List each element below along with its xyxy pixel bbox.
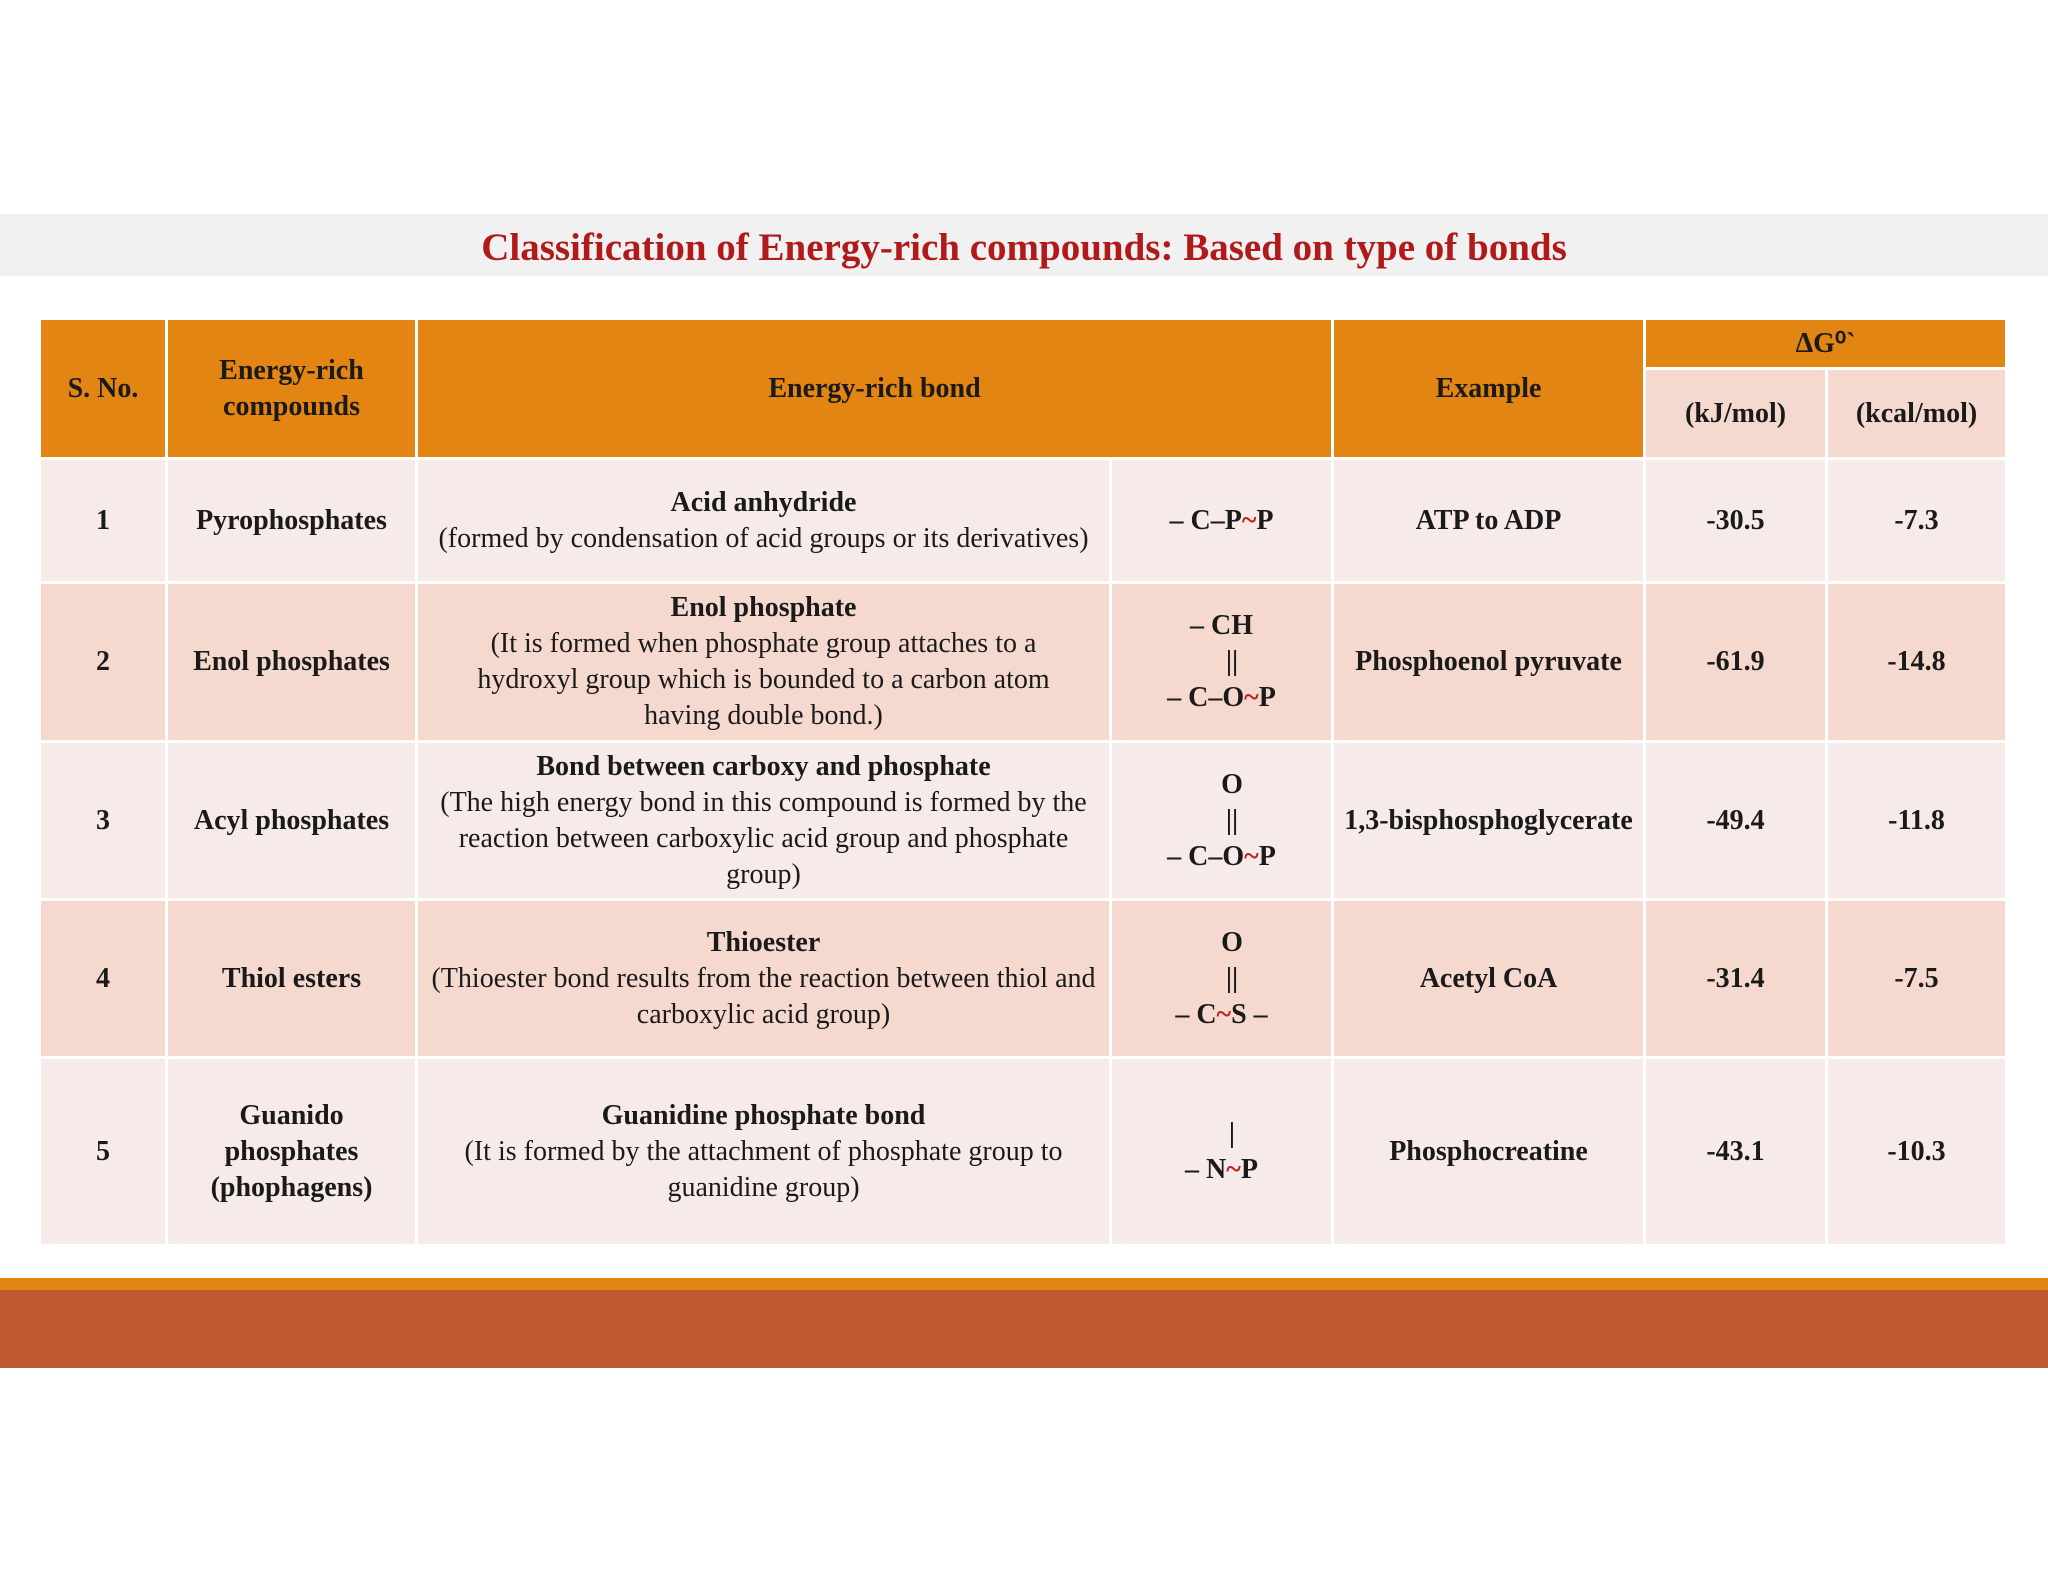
cell-bond bbox=[417, 900, 1111, 1058]
bond-description: (The high energy bond in this compound is formed by the reaction between carboxylic acid group and phosphate group) bbox=[440, 786, 1087, 890]
formula-double-bond-line: || bbox=[1204, 804, 1239, 836]
formula-main-line: – N~P bbox=[1185, 1153, 1258, 1185]
table-row bbox=[40, 1058, 2007, 1246]
formula-main-line: – C~S – bbox=[1175, 998, 1268, 1030]
cell-compound: Enol phosphates bbox=[167, 583, 417, 742]
cell-compound: Thiol esters bbox=[167, 900, 417, 1058]
formula-top-line: O bbox=[1200, 768, 1243, 800]
cell-example: Acetyl CoA bbox=[1333, 900, 1645, 1058]
header-delta-g: ΔG⁰` bbox=[1645, 319, 2007, 369]
bond-title: Thioester bbox=[706, 926, 821, 958]
formula-double-bond-line: || bbox=[1204, 646, 1239, 677]
cell-kj: -31.4 bbox=[1645, 900, 1827, 1058]
bond-title: Guanidine phosphate bond bbox=[601, 1099, 926, 1131]
cell-example: 1,3-bisphosphoglycerate bbox=[1333, 742, 1645, 900]
cell-compound: Guanido phosphates (phophagens) bbox=[167, 1058, 417, 1246]
table-row bbox=[40, 900, 2007, 1058]
header-example: Example bbox=[1333, 319, 1645, 459]
bond-title: Enol phosphate bbox=[670, 592, 857, 623]
cell-bond bbox=[417, 1058, 1111, 1246]
bond-title: Bond between carboxy and phosphate bbox=[536, 750, 991, 782]
cell-bond bbox=[417, 583, 1111, 742]
bond-description: (It is formed when phosphate group attaches to a hydroxyl group which is bounded to a carbon atom having double bond.) bbox=[477, 628, 1050, 731]
cell-sno: 5 bbox=[40, 1058, 167, 1246]
cell-example: Phosphoenol pyruvate bbox=[1333, 583, 1645, 742]
cell-kcal: -7.3 bbox=[1827, 459, 2007, 583]
high-energy-bond-tilde: ~ bbox=[1241, 504, 1257, 536]
cell-kcal: -14.8 bbox=[1827, 583, 2007, 742]
bond-description: (It is formed by the attachment of phosphate group to guanidine group) bbox=[464, 1135, 1063, 1203]
cell-sno: 4 bbox=[40, 900, 167, 1058]
bond-description: (formed by condensation of acid groups or its derivatives) bbox=[438, 522, 1089, 554]
cell-formula bbox=[1111, 1058, 1333, 1246]
header-kj: (kJ/mol) bbox=[1645, 369, 1827, 459]
cell-kj: -43.1 bbox=[1645, 1058, 1827, 1246]
high-energy-bond-tilde: ~ bbox=[1244, 682, 1259, 713]
high-energy-bond-tilde: ~ bbox=[1216, 998, 1232, 1030]
high-energy-bond-tilde: ~ bbox=[1244, 840, 1259, 872]
footer-bar bbox=[0, 1290, 2048, 1368]
cell-kj: -30.5 bbox=[1645, 459, 1827, 583]
header-sno: S. No. bbox=[40, 319, 167, 459]
formula-main-line: – C–P~P bbox=[1169, 504, 1274, 536]
cell-formula bbox=[1111, 900, 1333, 1058]
formula-main-line: – C–O~P bbox=[1167, 682, 1276, 713]
cell-example: ATP to ADP bbox=[1333, 459, 1645, 583]
table-row bbox=[40, 459, 2007, 583]
cell-formula bbox=[1111, 742, 1333, 900]
formula-main-line: – C–O~P bbox=[1167, 840, 1276, 872]
formula-single-bond-line: | bbox=[1207, 1117, 1236, 1149]
table-row bbox=[40, 742, 2007, 900]
header-bond: Energy-rich bond bbox=[417, 319, 1333, 459]
page-title: Classification of Energy-rich compounds: Based on type of bonds bbox=[481, 226, 1567, 269]
cell-sno: 3 bbox=[40, 742, 167, 900]
cell-kj: -49.4 bbox=[1645, 742, 1827, 900]
cell-kcal: -11.8 bbox=[1827, 742, 2007, 900]
cell-kj: -61.9 bbox=[1645, 583, 1827, 742]
cell-compound: Pyrophosphates bbox=[167, 459, 417, 583]
bond-title: Acid anhydride bbox=[670, 486, 857, 518]
cell-sno: 2 bbox=[40, 583, 167, 742]
cell-formula bbox=[1111, 583, 1333, 742]
cell-kcal: -10.3 bbox=[1827, 1058, 2007, 1246]
formula-double-bond-line: || bbox=[1204, 962, 1239, 994]
cell-bond bbox=[417, 459, 1111, 583]
header-kcal: (kcal/mol) bbox=[1827, 369, 2007, 459]
energy-rich-compounds-table bbox=[38, 317, 2008, 1247]
formula-top-line: – CH bbox=[1190, 610, 1253, 641]
formula-top-line: O bbox=[1200, 926, 1243, 958]
cell-bond bbox=[417, 742, 1111, 900]
bond-description: (Thioester bond results from the reaction between thiol and carboxylic acid group) bbox=[431, 962, 1096, 1030]
cell-kcal: -7.5 bbox=[1827, 900, 2007, 1058]
footer-orange-line bbox=[0, 1278, 2048, 1290]
cell-example: Phosphocreatine bbox=[1333, 1058, 1645, 1246]
table-row bbox=[40, 583, 2007, 742]
cell-formula bbox=[1111, 459, 1333, 583]
high-energy-bond-tilde: ~ bbox=[1226, 1153, 1241, 1185]
header-compounds: Energy-rich compounds bbox=[167, 319, 417, 459]
cell-compound: Acyl phosphates bbox=[167, 742, 417, 900]
cell-sno: 1 bbox=[40, 459, 167, 583]
